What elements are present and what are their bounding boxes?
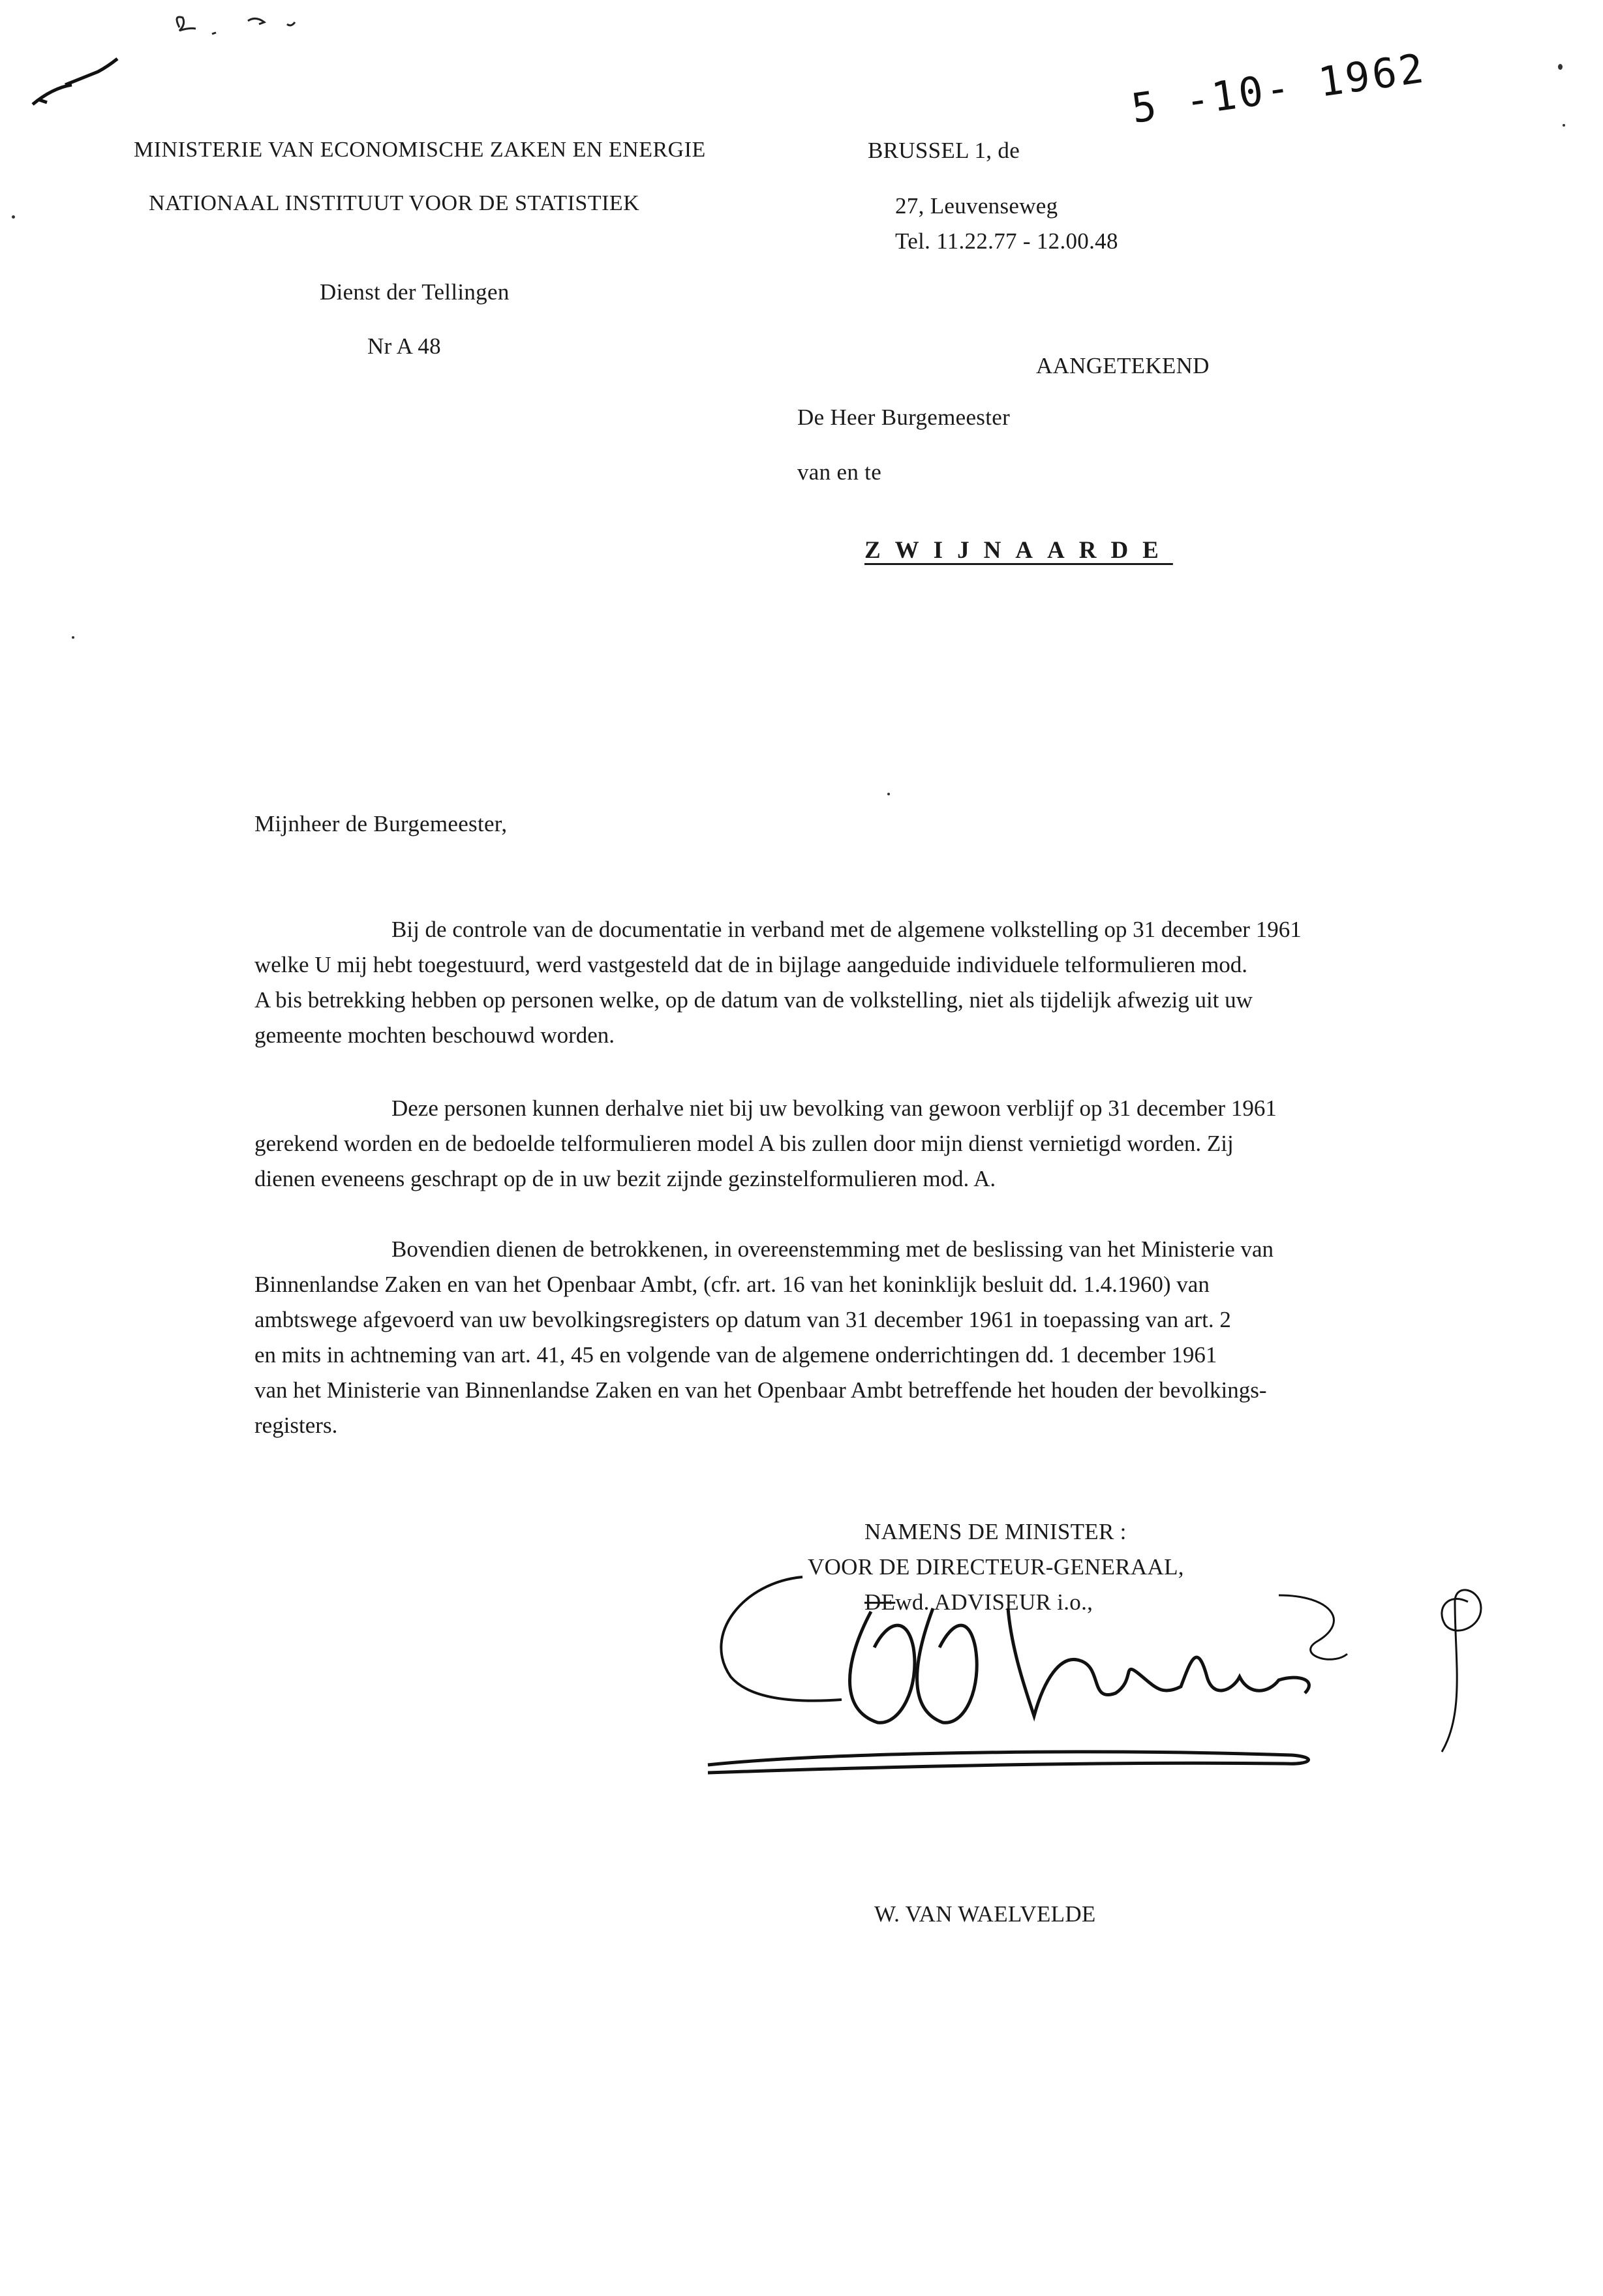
paragraph-line: welke U mij hebt toegestuurd, werd vastgesteld dat de in bijlage aangeduide individuele telformulieren mod. bbox=[254, 952, 1248, 977]
advisor-title: wd. ADVISEUR i.o., bbox=[895, 1589, 1093, 1615]
paragraph-line: Deze personen kunnen derhalve niet bij uw bevolking van gewoon verblijf op 31 december 1961 bbox=[391, 1095, 1277, 1121]
paragraph-line: Binnenlandse Zaken en van het Openbaar Ambt, (cfr. art. 16 van het koninklijk besluit dd. 1.4.1960) van bbox=[254, 1272, 1210, 1297]
paragraph-line: van het Ministerie van Binnenlandse Zaken en van het Openbaar Ambt betreffende het houden der bevolkings- bbox=[254, 1377, 1267, 1403]
paragraph-3 bbox=[254, 1232, 1527, 1443]
closing-minister: NAMENS DE MINISTER : bbox=[864, 1519, 1127, 1544]
struck-text: DE bbox=[864, 1589, 896, 1615]
paragraph-line: gerekend worden en de bedoelde telformulieren model A bis zullen door mijn dienst vernietigd worden. Zij bbox=[254, 1131, 1234, 1156]
institute-name: NATIONAAL INSTITUUT VOOR DE STATISTIEK bbox=[149, 191, 640, 215]
closing-director: VOOR DE DIRECTEUR-GENERAAL, bbox=[808, 1554, 1184, 1580]
paragraph-line: Bovendien dienen de betrokkenen, in overeenstemming met de beslissing van het Ministerie van bbox=[391, 1236, 1274, 1262]
speck bbox=[887, 793, 890, 795]
registered-label: AANGETEKEND bbox=[1036, 353, 1210, 378]
paragraph-line: dienen eveneens geschrapt op de in uw bezit zijnde gezinstelformulieren mod. A. bbox=[254, 1166, 996, 1191]
paragraph-2 bbox=[254, 1091, 1527, 1197]
recipient-title: De Heer Burgemeester bbox=[797, 405, 1011, 430]
speck bbox=[12, 215, 15, 219]
ministry-name: MINISTERIE VAN ECONOMISCHE ZAKEN EN ENERGIE bbox=[134, 138, 706, 162]
scribble-mark bbox=[166, 8, 323, 44]
address: 27, Leuvenseweg bbox=[895, 193, 1058, 219]
salutation: Mijnheer de Burgemeester, bbox=[254, 811, 508, 836]
speck bbox=[1558, 64, 1563, 70]
service-name: Dienst der Tellingen bbox=[320, 279, 510, 305]
paragraph-line: Bij de controle van de documentatie in verband met de algemene volkstelling op 31 december 1961 bbox=[391, 917, 1302, 942]
municipality-name: ZWIJNAARDE bbox=[864, 537, 1173, 564]
speck bbox=[72, 636, 74, 639]
paragraph-line: ambtswege afgevoerd van uw bevolkingsregisters op datum van 31 december 1961 in toepassing van art. 2 bbox=[254, 1307, 1231, 1332]
paragraph-line: A bis betrekking hebben op personen welke, op de datum van de volkstelling, niet als tijdelijk afwezig uit uw bbox=[254, 987, 1253, 1013]
speck bbox=[1563, 124, 1565, 127]
paragraph-line: en mits in achtneming van art. 41, 45 en volgende van de algemene onderrichtingen dd. 1 december 1961 bbox=[254, 1342, 1217, 1368]
paragraph-line: registers. bbox=[254, 1413, 338, 1438]
signature bbox=[705, 1563, 1546, 1784]
paragraph-1 bbox=[254, 912, 1527, 1053]
city-label: BRUSSEL 1, de bbox=[868, 138, 1020, 163]
date-stamp: 5 -10- 1962 bbox=[1128, 44, 1429, 132]
signatory-name: W. VAN WAELVELDE bbox=[874, 1901, 1096, 1927]
scribble-mark-left bbox=[26, 49, 130, 111]
paragraph-line: gemeente mochten beschouwd worden. bbox=[254, 1022, 615, 1048]
recipient-line: van en te bbox=[797, 459, 882, 485]
reference-number: Nr A 48 bbox=[367, 333, 441, 359]
phone: Tel. 11.22.77 - 12.00.48 bbox=[895, 228, 1118, 254]
